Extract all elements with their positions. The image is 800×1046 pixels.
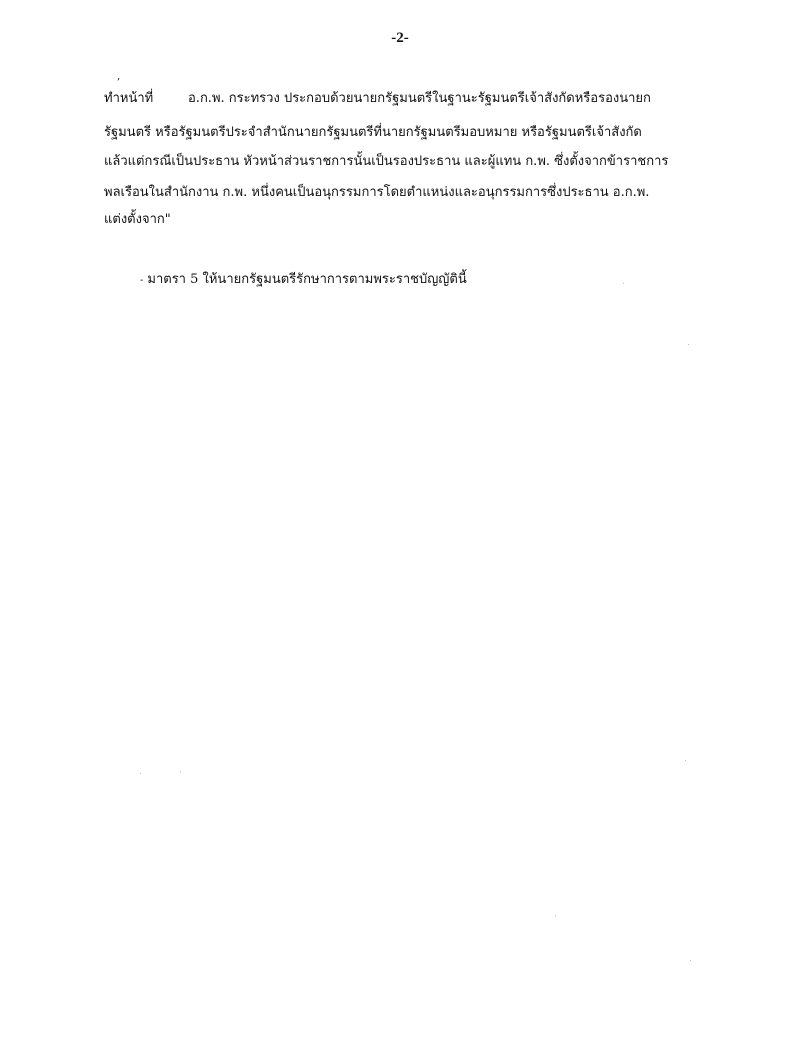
section-5 (140, 271, 467, 290)
paragraph-line-3: แล้วแต่กรณีเป็นประธาน หัวหน้าส่วนราชการนั้นเป็นรองประธาน และผู้แทน ก.พ. ซึ่งตั้งจากข้าราชการ (104, 154, 669, 169)
paragraph-line-1 (104, 90, 704, 108)
scan-speck (180, 771, 181, 772)
section-5-text: มาตรา 5 ให้นายกรัฐมนตรีรักษาการตามพระราชบัญญัตินี้ (147, 272, 467, 287)
paragraph-line-1-text: อ.ก.พ. กระทรวง ประกอบด้วยนายกรัฐมนตรีในฐานะรัฐมนตรีเจ้าสังกัดหรือรองนายก (188, 91, 651, 106)
scan-speck (690, 960, 691, 961)
scan-speck (140, 773, 141, 774)
paragraph-line-2: รัฐมนตรี หรือรัฐมนตรีประจำสำนักนายกรัฐมนตรีที่นายกรัฐมนตรีมอบหมาย หรือรัฐมนตรีเจ้าสังกัด (104, 125, 642, 140)
scan-speck (688, 344, 689, 345)
page-number: -2- (391, 30, 409, 46)
scan-speck (685, 760, 686, 761)
paragraph-line-1-lead: ทำหน้าที่ (104, 91, 154, 106)
paragraph-line-5: แต่งตั้งจาก" (104, 212, 171, 227)
stray-mark: , (117, 71, 121, 82)
section-5-dash: - (140, 275, 144, 286)
scan-speck (623, 283, 624, 284)
scan-speck (555, 915, 556, 916)
paragraph-line-4: พลเรือนในสำนักงาน ก.พ. หนึ่งคนเป็นอนุกรรมการโดยตำแหน่งและอนุกรรมการซึ่งประธาน อ.ก.พ. (104, 185, 650, 200)
